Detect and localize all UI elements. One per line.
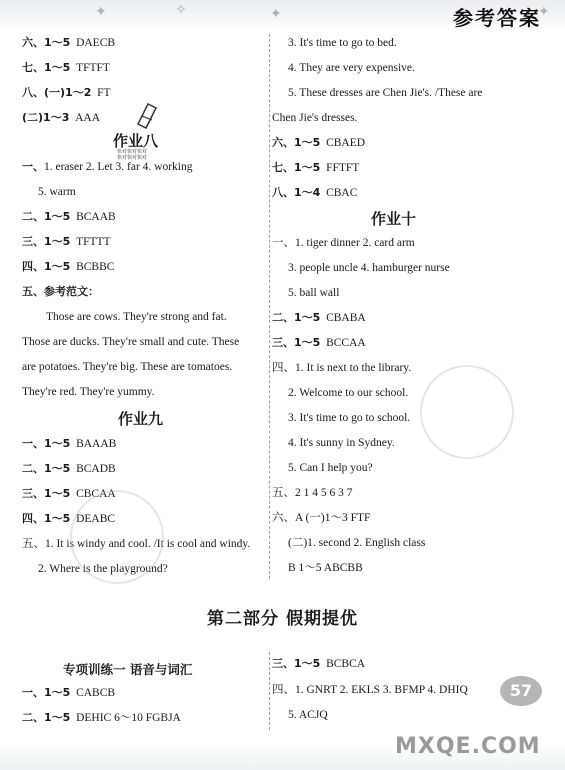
star-icon: ✦	[270, 7, 282, 22]
answer-line: 一、1. tiger dinner 2. card arm	[272, 237, 415, 249]
answer-line: (二)1. second 2. English class	[288, 537, 426, 549]
answer-line: 5. ball wall	[288, 287, 340, 299]
page-title: 参考答案	[453, 6, 541, 30]
stamp-logo: 快对快对快对 快对快对快对	[116, 150, 147, 161]
star-icon: ✦	[538, 5, 550, 20]
answer-line: 六、1～5 DAECB	[22, 36, 116, 49]
answer-line: 三、1～5 BCBCA	[272, 657, 366, 670]
part-title: 第二部分 假期提优	[207, 609, 358, 629]
essay-line: are potatoes. They're big. These are tomatoes.	[22, 361, 233, 373]
answer-line: 三、1～5 BCCAA	[272, 336, 366, 349]
answer-line: 八、1～4 CBAC	[272, 186, 358, 199]
column-divider	[269, 652, 270, 730]
column-divider	[269, 34, 270, 579]
section-title-hw8: 作业八	[113, 132, 159, 150]
answer-line: 4. They are very expensive.	[288, 62, 415, 74]
answer-line: 5. These dresses are Chen Jie's. /These are	[288, 87, 483, 99]
answer-line: 二、1～5 BCADB	[22, 462, 116, 475]
answer-line: 2. Welcome to our school.	[288, 387, 409, 399]
answer-line: 3. It's time to go to school.	[288, 412, 411, 424]
star-icon: ✦	[95, 5, 107, 20]
answer-line: 三、1～5 CBCAA	[22, 487, 116, 500]
answer-line: 5. warm	[38, 186, 76, 198]
essay-line: Those are cows. They're strong and fat.	[46, 311, 227, 323]
answer-line: 四、1. GNRT 2. EKLS 3. BFMP 4. DHIQ	[272, 684, 468, 696]
answer-line: (二)1～3 AAA	[22, 111, 101, 124]
eraser-icon	[134, 100, 160, 130]
star-icon: ✧	[175, 3, 187, 18]
answer-line: 5. ACJQ	[288, 709, 328, 721]
page-number: 57	[500, 676, 542, 706]
answer-line: 七、1～5 FFTFT	[272, 161, 360, 174]
answer-line: 5. Can I help you?	[288, 462, 373, 474]
essay-line: Those are ducks. They're small and cute. These	[22, 336, 240, 348]
answer-line: B 1～5 ABCBB	[288, 562, 363, 574]
answer-line: 八、(一)1～2 FT	[22, 86, 111, 99]
answer-line: 四、1～5 BCBBC	[22, 260, 115, 273]
answer-line: 二、1～5 DEHIC 6～10 FGBJA	[22, 711, 181, 724]
answer-line: 二、1～5 BCAAB	[22, 210, 116, 223]
watermark-logo	[70, 490, 164, 584]
section-title-hw9: 作业九	[118, 410, 164, 428]
essay-heading: 五、参考范文：	[22, 285, 99, 298]
answer-line: 2. Where is the playground?	[38, 563, 168, 575]
answer-line: 4. It's sunny in Sydney.	[288, 437, 395, 449]
answer-line: 一、1. eraser 2. Let 3. far 4. working	[22, 160, 193, 173]
answer-line: 七、1～5 TFTFT	[22, 61, 110, 74]
answer-line: Chen Jie's dresses.	[272, 112, 358, 124]
answer-line: 一、1～5 CABCB	[22, 686, 116, 699]
footer-watermark: MXQE.COM	[395, 734, 541, 759]
answer-line: 四、1. It is next to the library.	[272, 362, 412, 374]
section-title-hw10: 作业十	[371, 210, 417, 228]
answer-line: 三、1～5 TFTTT	[22, 235, 111, 248]
essay-line: They're red. They're yummy.	[22, 386, 155, 398]
answer-line: 四、1～5 DEABC	[22, 512, 116, 525]
answer-line: 3. It's time to go to bed.	[288, 37, 397, 49]
answer-line: 五、1. It is windy and cool. /It is cool and windy.	[22, 538, 251, 550]
answer-line: 3. people uncle 4. hamburger nurse	[288, 262, 450, 274]
answer-line: 一、1～5 BAAAB	[22, 437, 117, 450]
sub-section-title: 专项训练一 语音与词汇	[63, 662, 193, 677]
answer-line: 六、1～5 CBAED	[272, 136, 366, 149]
watermark-logo	[420, 365, 514, 459]
answer-line: 六、A (一)1～3 FTF	[272, 512, 371, 524]
answer-line: 二、1～5 CBABA	[272, 311, 366, 324]
answer-line: 五、2 1 4 5 6 3 7	[272, 487, 353, 499]
